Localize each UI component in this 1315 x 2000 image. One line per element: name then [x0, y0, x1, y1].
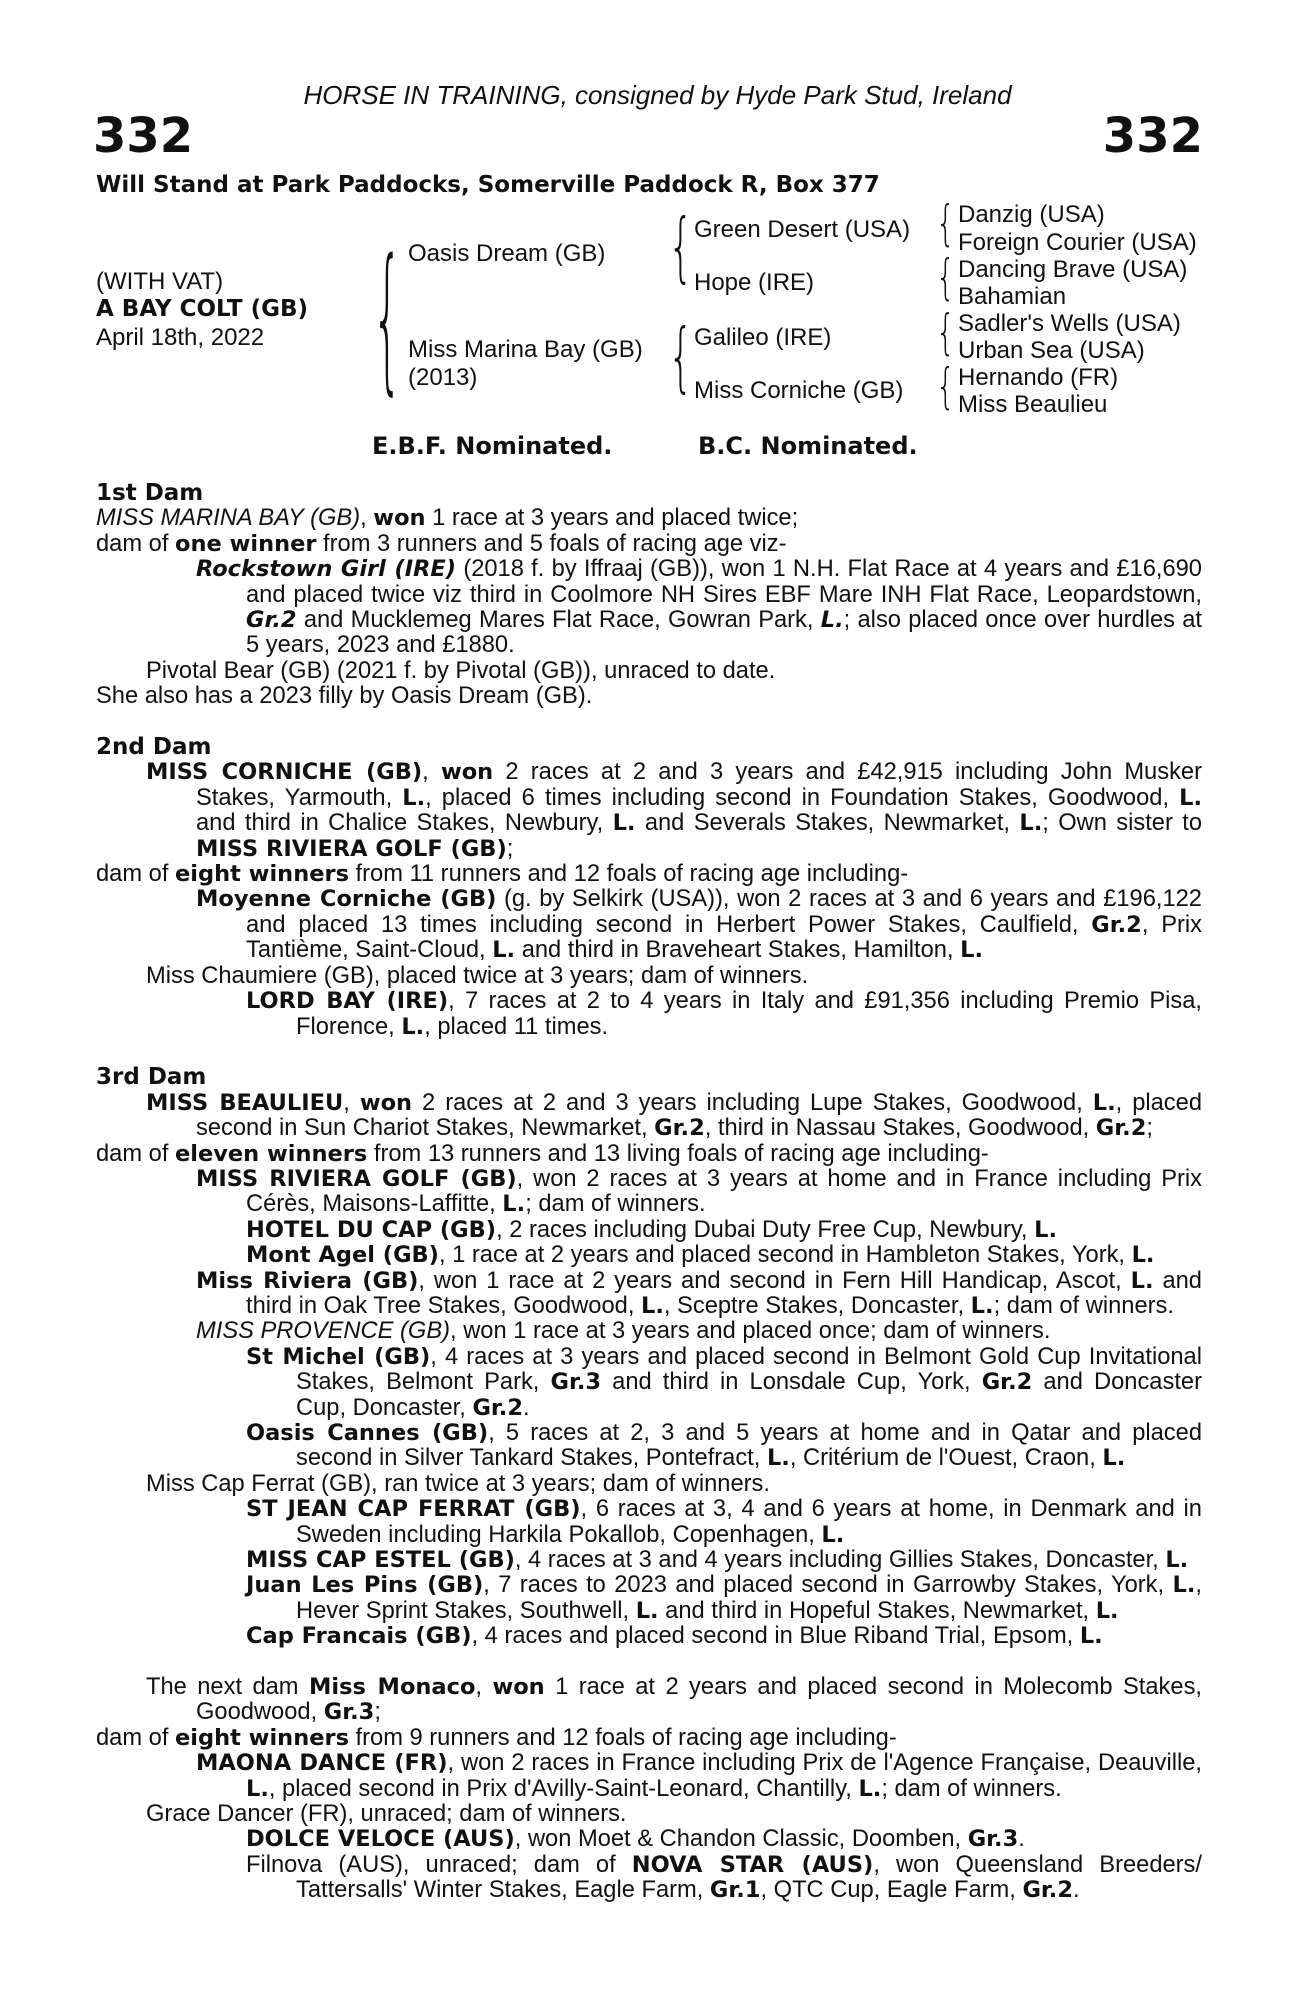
third-dam-progeny-2: Miss Riviera (GB), won 1 race at 2 years and second in Fern Hill Handicap, Ascot, L. and third in Oak Tree Stakes, Goodwood, L., Sceptre Stakes, Doncaster, L.; dam of winners.	[196, 1267, 1202, 1319]
ancestor-sadlers-wells: Sadler's Wells (USA)	[958, 310, 1181, 337]
second-dam-summary: MISS CORNICHE (GB), won 2 races at 2 and 3 years and £42,915 including John Musker Stakes, Yarmouth, L., placed 6 times including second in Foundation Stakes, Goodwood, L. and third in Chalice Stakes, Newbury, L. and Severals Stakes, Newmarket, L.; Own sister to MISS RIVIERA GOLF (GB);	[146, 759, 1202, 862]
next-dam-grandprogeny-1: DOLCE VELOCE (AUS), won Moet & Chandon Classic, Doomben, Gr.3.	[246, 1826, 1025, 1853]
lot-number-right: 332	[1102, 108, 1203, 164]
pedigree-brace-g1: {	[936, 196, 956, 253]
dam-year: (2013)	[408, 364, 478, 391]
ancestor-urban-sea: Urban Sea (USA)	[958, 337, 1145, 364]
pedigree-brace-g2: {	[936, 250, 956, 307]
vat-note: (WITH VAT)	[96, 268, 224, 295]
second-dam-grandprogeny-1: LORD BAY (IRE), 7 races at 2 to 4 years in Italy and £91,356 including Premio Pisa, Florence, L., placed 11 times.	[246, 988, 1202, 1040]
ancestor-dancing-brave: Dancing Brave (USA)	[958, 256, 1188, 283]
third-dam-progeny-3: MISS PROVENCE (GB), won 1 race at 3 years and placed once; dam of winners.	[196, 1318, 1051, 1345]
sire-dam: Hope (IRE)	[694, 269, 815, 296]
third-dam-grandprogeny-3: St Michel (GB), 4 races at 3 years and placed second in Belmont Gold Cup Invitational Stakes, Belmont Park, Gr.3 and third in Lonsdale Cup, York, Gr.2 and Doncaster Cup, Doncaster, Gr.2.	[246, 1343, 1202, 1421]
second-dam-progeny-1: Moyenne Corniche (GB) (g. by Selkirk (USA)), won 2 races at 3 and 6 years and £196,122 and placed 13 times including second in Herbert Power Stakes, Caulfield, Gr.2, Prix Tantième, Saint-Cloud, L. and third in Braveheart Stakes, Hamilton, L.	[196, 886, 1202, 964]
dam-dam: Miss Corniche (GB)	[694, 377, 904, 404]
ancestor-foreign-courier: Foreign Courier (USA)	[958, 229, 1197, 256]
third-dam-grandprogeny-8: Cap Francais (GB), 4 races and placed second in Blue Riband Trial, Epsom, L.	[246, 1623, 1103, 1650]
ancestor-miss-beaulieu: Miss Beaulieu	[958, 391, 1108, 418]
next-dam-grandprogeny-2: Filnova (AUS), unraced; dam of NOVA STAR (AUS), won Queensland Breeders/ Tattersalls' Winter Stakes, Eagle Farm, Gr.1, QTC Cup, Eagle Farm, Gr.2.	[246, 1851, 1202, 1904]
ancestor-hernando: Hernando (FR)	[958, 364, 1119, 391]
second-dam-heading: 2nd Dam	[96, 734, 212, 761]
consignment-line: HORSE IN TRAINING, consigned by Hyde Park Stud, Ireland	[303, 80, 1012, 110]
pedigree-brace-dam: {	[668, 314, 694, 402]
pedigree-brace-g3: {	[936, 305, 956, 362]
third-dam-grandprogeny-1: HOTEL DU CAP (GB), 2 races including Dubai Duty Free Cup, Newbury, L.	[246, 1216, 1057, 1243]
third-dam-progeny-4: Miss Cap Ferrat (GB), ran twice at 3 years; dam of winners.	[146, 1470, 770, 1497]
third-dam-progeny-1: MISS RIVIERA GOLF (GB), won 2 races at 3 years at home and in France including Prix Cérès, Maisons-Laffitte, L.; dam of winners.	[196, 1165, 1202, 1218]
first-dam-progeny-1: Rockstown Girl (IRE) (2018 f. by Iffraaj (GB)), won 1 N.H. Flat Race at 4 years and £16,690 and placed twice viz third in Coolmore NH Sires EBF Mare INH Flat Race, Leopardstown, Gr.2 and Mucklemeg Mares Flat Race, Gowran Park, L.; also placed once over hurdles at 5 years, 2023 and £1880.	[196, 556, 1203, 659]
pedigree-brace-g4: {	[936, 359, 956, 416]
third-dam-grandprogeny-2: Mont Agel (GB), 1 race at 2 years and placed second in Hambleton Stakes, York, L.	[246, 1242, 1155, 1269]
pedigree-brace-sire: {	[668, 204, 694, 292]
third-dam-grandprogeny-4: Oasis Cannes (GB), 5 races at 2, 3 and 5 years at home and in Qatar and placed second in Silver Tankard Stakes, Pontefract, L., Critérium de l'Ouest, Craon, L.	[246, 1420, 1202, 1472]
catalogue-body	[96, 481, 1202, 1904]
first-dam-progeny-2: Pivotal Bear (GB) (2021 f. by Pivotal (GB)), unraced to date.	[146, 657, 776, 684]
sire-sire: Green Desert (USA)	[694, 216, 911, 243]
bc-nomination: B.C. Nominated.	[698, 432, 918, 460]
next-dam-progeny-1: MAONA DANCE (FR), won 2 races in France including Prix de l'Agence Française, Deauville, L., placed second in Prix d'Avilly-Saint-Leonard, Chantilly, L.; dam of winners.	[196, 1750, 1202, 1802]
foaling-date: April 18th, 2022	[96, 324, 265, 351]
sire: Oasis Dream (GB)	[408, 240, 606, 267]
dam-sire: Galileo (IRE)	[694, 324, 832, 351]
stand-location: Will Stand at Park Paddocks, Somerville Paddock R, Box 377	[96, 172, 880, 198]
third-dam-heading: 3rd Dam	[96, 1064, 207, 1091]
first-dam-note: She also has a 2023 filly by Oasis Dream (GB).	[96, 683, 593, 710]
third-dam-grandprogeny-7: Juan Les Pins (GB), 7 races to 2023 and placed second in Garrowby Stakes, York, L., Hever Sprint Stakes, Southwell, L. and third in Hopeful Stakes, Newmarket, L.	[246, 1572, 1202, 1624]
third-dam-grandprogeny-5: ST JEAN CAP FERRAT (GB), 6 races at 3, 4 and 6 years at home, in Denmark and in Sweden including Harkila Pokallob, Copenhagen, L.	[246, 1496, 1202, 1548]
next-dam-summary: The next dam Miss Monaco, won 1 race at 2 years and placed second in Molecomb Stakes, Goodwood, Gr.3;	[146, 1674, 1202, 1726]
pedigree-brace-main: {	[372, 226, 403, 412]
first-dam-summary: MISS MARINA BAY (GB), won 1 race at 3 years and placed twice;	[96, 505, 799, 532]
second-dam-produce-summary: dam of eight winners from 11 runners and 12 foals of racing age including-	[96, 861, 909, 888]
next-dam-progeny-2: Grace Dancer (FR), unraced; dam of winners.	[146, 1801, 627, 1828]
next-dam-produce-summary: dam of eight winners from 9 runners and 12 foals of racing age including-	[96, 1724, 897, 1751]
third-dam-grandprogeny-6: MISS CAP ESTEL (GB), 4 races at 3 and 4 years including Gillies Stakes, Doncaster, L.	[246, 1547, 1189, 1574]
ebf-nomination: E.B.F. Nominated.	[372, 432, 613, 460]
third-dam-produce-summary: dam of eleven winners from 13 runners and 13 living foals of racing age including-	[96, 1140, 989, 1167]
ancestor-danzig: Danzig (USA)	[958, 201, 1105, 228]
third-dam-summary: MISS BEAULIEU, won 2 races at 2 and 3 years including Lupe Stakes, Goodwood, L., placed second in Sun Chariot Stakes, Newmarket, Gr.2, third in Nassau Stakes, Goodwood, Gr.2;	[146, 1089, 1202, 1142]
lot-number-left: 332	[93, 108, 194, 164]
ancestor-bahamian: Bahamian	[958, 283, 1067, 310]
second-dam-progeny-2: Miss Chaumiere (GB), placed twice at 3 years; dam of winners.	[146, 962, 809, 989]
first-dam-produce-summary: dam of one winner from 3 runners and 5 foals of racing age viz-	[96, 530, 787, 557]
horse-name: A BAY COLT (GB)	[96, 296, 309, 322]
dam: Miss Marina Bay (GB)	[408, 336, 643, 363]
first-dam-heading: 1st Dam	[96, 480, 204, 506]
